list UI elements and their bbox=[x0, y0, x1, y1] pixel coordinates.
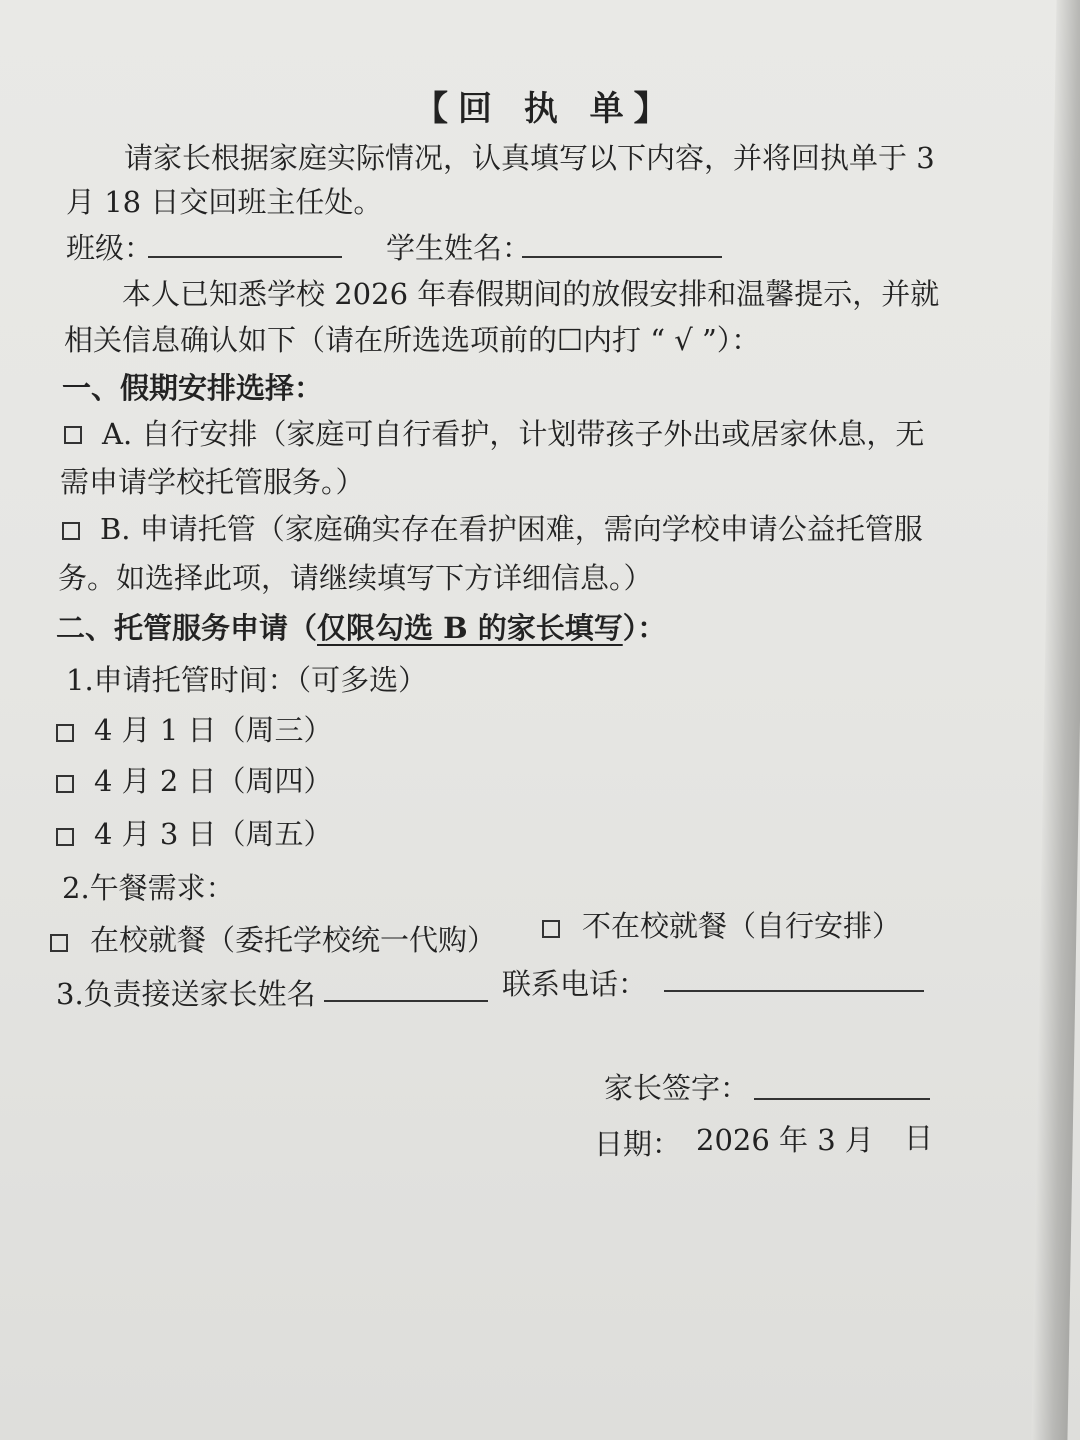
date-day-suffix: 日 bbox=[904, 1121, 934, 1155]
section-2-heading-prefix: 二、托管服务申请（ bbox=[56, 611, 318, 645]
date-option-2: 4 月 2 日（周四） bbox=[94, 764, 333, 798]
lunch-in-school-checkbox[interactable] bbox=[50, 934, 68, 952]
student-name-field[interactable] bbox=[522, 256, 722, 258]
phone-label: 联系电话： bbox=[502, 967, 648, 1001]
lunch-label: 2.午餐需求： bbox=[62, 871, 235, 905]
class-label: 班级： bbox=[66, 231, 154, 265]
student-name-label: 学生姓名： bbox=[386, 231, 532, 265]
option-a-line-1: A. 自行安排（家庭可自行看护，计划带孩子外出或居家休息，无 bbox=[102, 417, 925, 451]
parent-signature-label: 家长签字： bbox=[604, 1071, 750, 1105]
lunch-not-in-school-checkbox[interactable] bbox=[542, 920, 560, 938]
option-a-line-2: 需申请学校托管服务。） bbox=[60, 465, 365, 499]
date-checkbox-3[interactable] bbox=[56, 828, 74, 846]
pickup-parent-label: 3.负责接送家长姓名 bbox=[56, 977, 316, 1011]
date-option-3: 4 月 3 日（周五） bbox=[94, 817, 333, 851]
pickup-parent-field[interactable] bbox=[324, 1000, 488, 1002]
section-2-heading-underlined: 仅限勾选 B 的家长填写 bbox=[317, 611, 623, 645]
date-option-1: 4 月 1 日（周三） bbox=[94, 713, 333, 747]
lunch-in-school-label: 在校就餐（委托学校统一代购） bbox=[90, 923, 497, 957]
parent-signature-field[interactable] bbox=[754, 1098, 930, 1100]
date-value: 2026 年 3 月 bbox=[696, 1123, 874, 1157]
class-field[interactable] bbox=[148, 256, 342, 258]
option-a-checkbox[interactable] bbox=[64, 426, 82, 444]
option-b-checkbox[interactable] bbox=[62, 522, 80, 540]
section-2-heading-suffix: ）： bbox=[622, 611, 667, 645]
section-2-heading bbox=[56, 611, 667, 645]
statement-line-1: 本人已知悉学校 2026 年春假期间的放假安排和温馨提示，并就 bbox=[122, 277, 940, 311]
lunch-not-in-school-label: 不在校就餐（自行安排） bbox=[582, 909, 902, 943]
section-1-heading: 一、假期安排选择： bbox=[62, 371, 324, 405]
option-b-line-1: B. 申请托管（家庭确实存在看护困难，需向学校申请公益托管服 bbox=[100, 512, 923, 546]
intro-line-2: 月 18 日交回班主任处。 bbox=[66, 185, 383, 219]
intro-line-1: 请家长根据家庭实际情况，认真填写以下内容，并将回执单于 3 bbox=[124, 141, 935, 175]
statement-line-2: 相关信息确认如下（请在所选选项前的☐内打 “ √ ”）： bbox=[64, 323, 761, 357]
time-label: 1.申请托管时间：（可多选） bbox=[66, 663, 428, 697]
date-checkbox-2[interactable] bbox=[56, 775, 74, 793]
date-checkbox-1[interactable] bbox=[56, 724, 74, 742]
phone-field[interactable] bbox=[664, 990, 924, 992]
form-title: 【回 执 单】 bbox=[414, 89, 678, 129]
option-b-line-2: 务。如选择此项，请继续填写下方详细信息。） bbox=[58, 561, 653, 595]
date-label: 日期： bbox=[594, 1127, 682, 1161]
